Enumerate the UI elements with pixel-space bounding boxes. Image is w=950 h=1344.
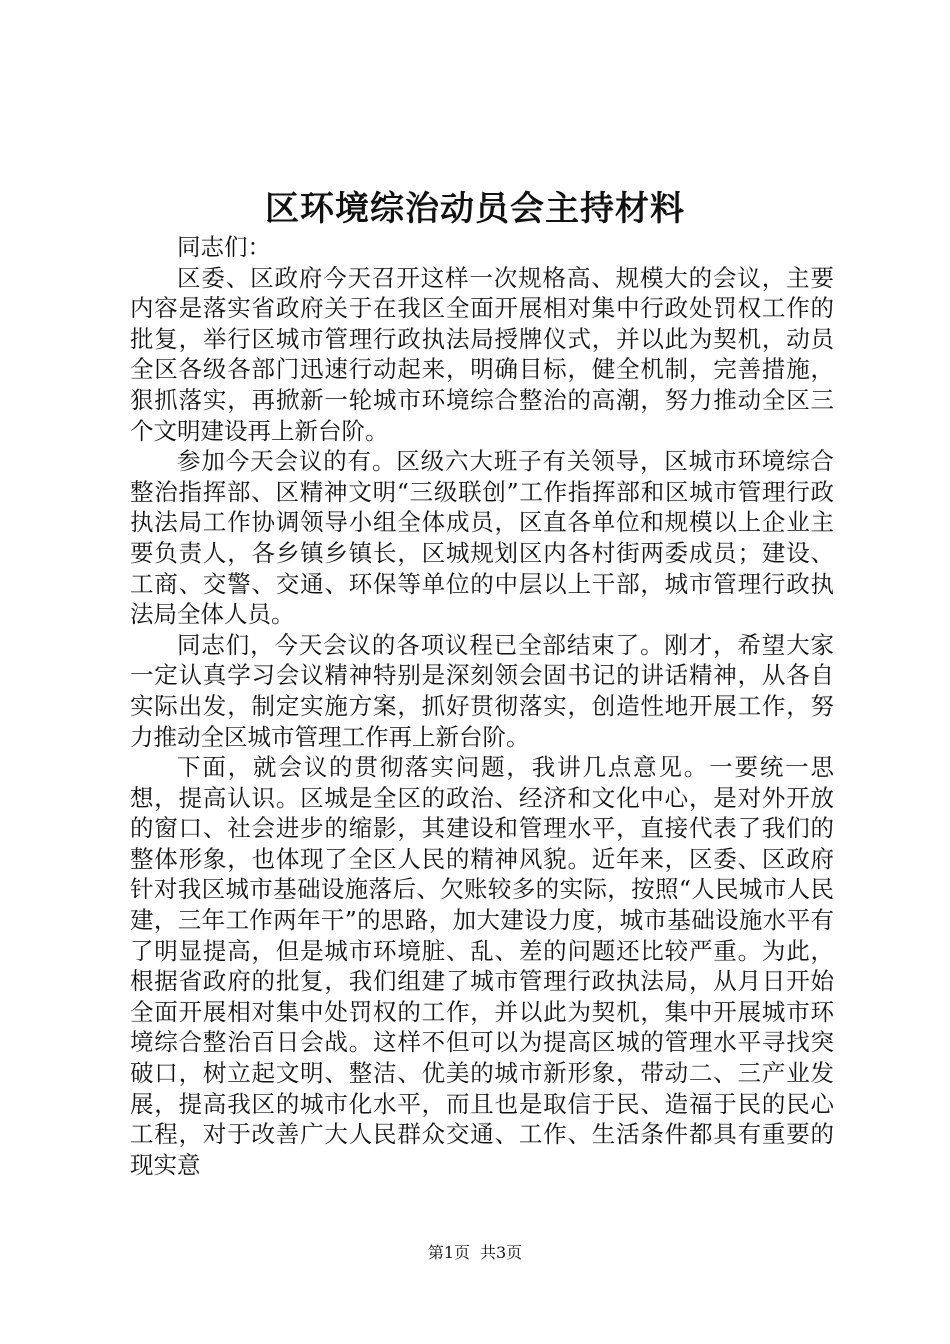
document-title: 区环境综治动员会主持材料 [265, 189, 685, 229]
body-paragraph: 参加今天会议的有。区级六大班子有关领导，区城市环境综合整治指挥部、区精神文明“三级联创”工作指挥部和区城市管理行政执法局工作协调领导小组全体成员，区直各单位和规模以上企业主要负责人，各乡镇乡镇长，区城规划区内各村街两委成员；建设、工商、交警、交通、环保等单位的中层以上干部，城市管理行政执法局全体人员。 [130, 447, 834, 629]
body-paragraph: 下面，就会议的贯彻落实问题，我讲几点意见。一要统一思想，提高认识。区城是全区的政治、经济和文化中心，是对外开放的窗口、社会进步的缩影，其建设和管理水平，直接代表了我们的整体形象，也体现了全区人民的精神风貌。近年来，区委、区政府针对我区城市基础设施落后、欠账较多的实际，按照“人民城市人民建，三年工作两年干”的思路，加大建设力度，城市基础设施水平有了明显提高，但是城市环境脏、乱、差的问题还比较严重。为此，根据省政府的批复，我们组建了城市管理行政执法局，从月日开始全面开展相对集中处罚权的工作，并以此为契机，集中开展城市环境综合整治百日会战。这样不但可以为提高区城的管理水平寻找突破口，树立起文明、整洁、优美的城市新形象，带动二、三产业发展，提高我区的城市化水平，而且也是取信于民、造福于民的民心工程，对于改善广大人民群众交通、工作、生活条件都具有重要的现实意 [130, 753, 834, 1179]
document-body [130, 232, 834, 1180]
page-footer [0, 1242, 950, 1264]
greeting-paragraph: 同志们： [177, 233, 271, 261]
page-total: 共3页 [480, 1243, 523, 1262]
body-paragraph: 同志们，今天会议的各项议程已全部结束了。刚才，希望大家一定认真学习会议精神特别是深刻领会固书记的讲话精神，从各自实际出发，制定实施方案，抓好贯彻落实，创造性地开展工作，努力推动全区城市管理工作再上新台阶。 [130, 630, 834, 751]
page-number: 第1页 [427, 1243, 470, 1262]
body-paragraph: 区委、区政府今天召开这样一次规格高、规模大的会议，主要内容是落实省政府关于在我区全面开展相对集中行政处罚权工作的批复，举行区城市管理行政执法局授牌仪式，并以此为契机，动员全区各级各部门迅速行动起来，明确目标，健全机制，完善措施，狠抓落实，再掀新一轮城市环境综合整治的高潮，努力推动全区三个文明建设再上新台阶。 [130, 263, 834, 445]
